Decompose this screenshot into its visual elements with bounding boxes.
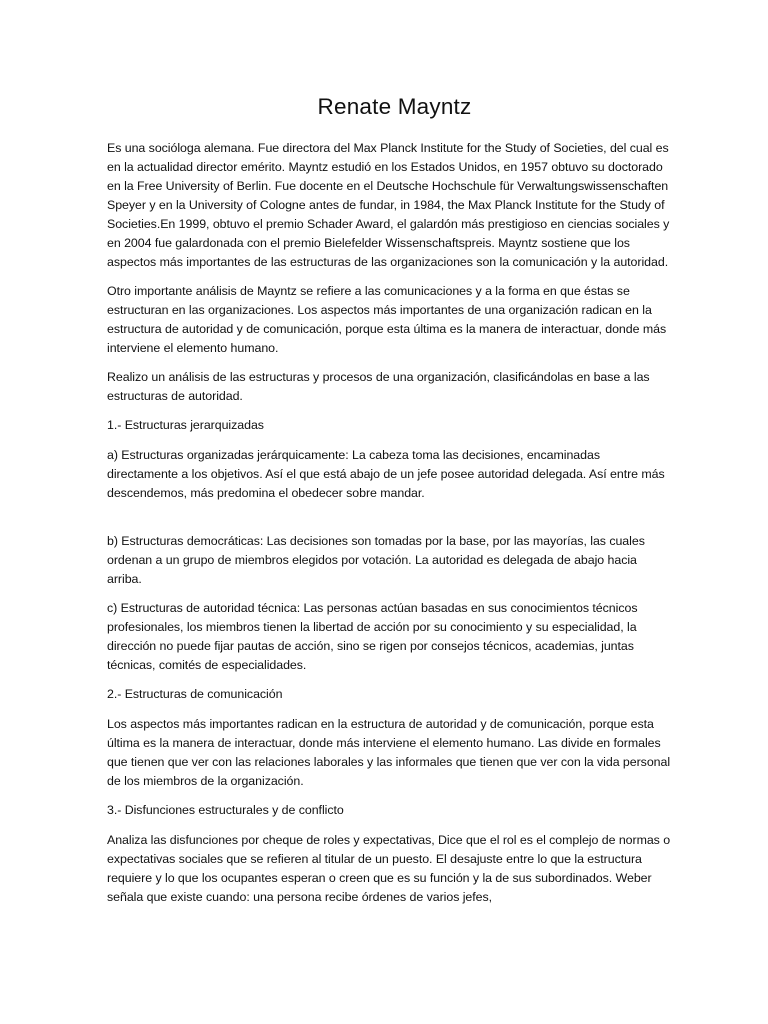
document-title: Renate Mayntz [317, 94, 472, 119]
section-heading-dysfunctions: 3.- Disfunciones estructurales y de conflicto [107, 803, 344, 817]
paragraph-communications: Otro importante análisis de Mayntz se refiere a las comunicaciones y a la forma en que éstas se estructuran en las organizaciones. Los aspectos más importantes de una organización radican en la estructura de autoridad y de comunicación, porque esta última es la manera de interactuar, donde más interviene el elemento humano. [107, 284, 667, 355]
paragraph-communication-structures: Los aspectos más importantes radican en la estructura de autoridad y de comunicación, porque esta última es la manera de interactuar, donde más interviene el elemento humano. Las divide en formales que tienen que ver con las relaciones laborales y las informales que tienen que ver con la vida personal de los miembros de la organización. [107, 717, 671, 788]
paragraph-hierarchical-structures: a) Estructuras organizadas jerárquicamente: La cabeza toma las decisiones, encaminadas directamente a los objetivos. Así el que está abajo de un jefe posee autoridad delegada. Así entre más descendemos, más predomina el obedecer sobre mandar. [107, 448, 665, 500]
section-heading-hierarchical: 1.- Estructuras jerarquizadas [107, 418, 264, 432]
paragraph-technical-authority: c) Estructuras de autoridad técnica: Las personas actúan basadas en sus conocimientos técnicos profesionales, los miembros tienen la libertad de acción por su conocimiento y su especialidad, la dirección no puede fijar pautas de acción, sino se rigen por consejos técnicos, academias, juntas técnicas, comités de especialidades. [107, 601, 638, 672]
paragraph-dysfunctions: Analiza las disfunciones por cheque de roles y expectativas, Dice que el rol es el complejo de normas o expectativas sociales que se refieren al titular de un puesto. El desajuste entre lo que la estructura requiere y lo que los ocupantes esperan o creen que es su función y la de sus subordinados. Weber señala que existe cuando: una persona recibe órdenes de varios jefes, [107, 833, 671, 904]
section-heading-communication: 2.- Estructuras de comunicación [107, 687, 283, 701]
paragraph-democratic-structures: b) Estructuras democráticas: Las decisiones son tomadas por la base, por las mayorías, las cuales ordenan a un grupo de miembros elegidos por votación. La autoridad es delegada de abajo hacia arriba. [107, 534, 645, 586]
paragraph-intro: Es una socióloga alemana. Fue directora del Max Planck Institute for the Study of Societies, del cual es en la actualidad director emérito. Mayntz estudió en los Estados Unidos, en 1957 obtuvo su doctorado en la Free University of Berlin. Fue docente en el Deutsche Hochschule für Verwaltungswissenschaften Speyer y en la University of Cologne antes de fundar, in 1984, the Max Planck Institute for the Study of Societies.En 1999, obtuvo el premio Schader Award, el galardón más prestigioso en ciencias sociales y en 2004 fue galardonada con el premio Bielefelder Wissenschaftspreis. Mayntz sostiene que los aspectos más importantes de las estructuras de las organizaciones son la comunicación y la autoridad. [107, 141, 670, 269]
paragraph-analysis: Realizo un análisis de las estructuras y procesos de una organización, clasificándolas en base a las estructuras de autoridad. [107, 370, 650, 403]
